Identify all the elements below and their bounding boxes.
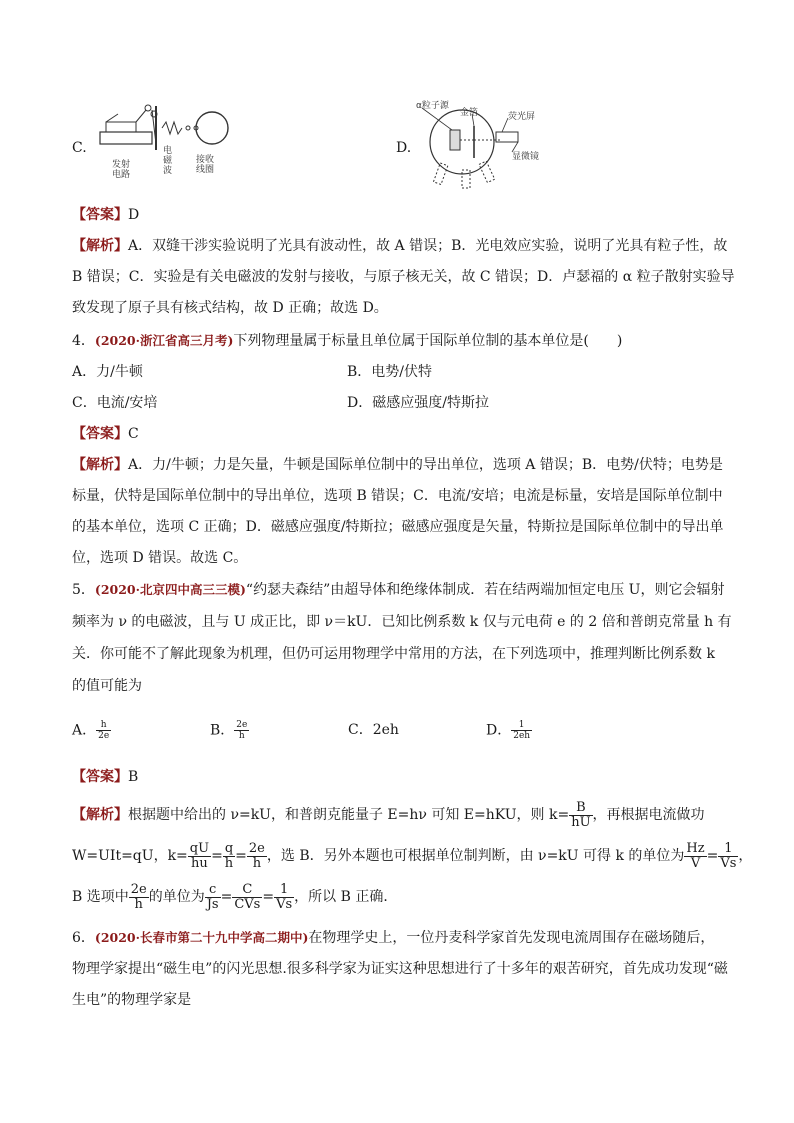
denominator: hU [571, 814, 591, 830]
equals-sign: = [235, 848, 247, 864]
q4-option-b: B．电势/伏特 [347, 364, 433, 380]
analysis-tag: 【解析】 [72, 238, 128, 254]
denominator: CVs [234, 896, 261, 912]
q3-analysis-line-3: 致发现了原子具有核式结构，故 D 正确；故选 D。 [72, 300, 388, 316]
denominator: h [238, 731, 245, 741]
answer-tag: 【答案】 [72, 769, 128, 785]
q4-stem [72, 331, 622, 351]
option-c-label: C. [72, 140, 87, 156]
question-source: (2020·长春市第二十九中学高二期中) [94, 930, 309, 945]
analysis-text: B 选项中 [72, 889, 129, 905]
denominator: Js [206, 896, 219, 912]
q4-option-c: C．电流/安培 [72, 395, 158, 411]
q4-option-a: A．力/牛顿 [72, 364, 143, 380]
question-source: (2020·浙江省高三月考) [94, 333, 234, 348]
q4-analysis-line-2: 标量，伏特是国际单位制中的导出单位，选项 B 错误；C．电流/安培；电流是标量，安培是国际单位制中 [72, 488, 723, 504]
q3-analysis-line-2: B 错误；C．实验是有关电磁波的发射与接收，与原子核无关，故 C 错误；D．卢瑟福的 α 粒子散射实验导 [72, 269, 735, 285]
fraction [129, 883, 149, 912]
fig-c-recv-line1: 接收 [196, 155, 215, 165]
q4-option-d: D．磁感应强度/特斯拉 [347, 395, 489, 411]
denominator: h [134, 896, 143, 912]
denominator: 2e [98, 731, 110, 741]
q3-answer [72, 205, 139, 225]
fraction [205, 883, 221, 912]
fraction [511, 720, 532, 741]
numerator: 1 [274, 883, 294, 898]
fig-c-wave-label [163, 146, 172, 176]
analysis-text: ，再根据电流做功 [592, 807, 705, 823]
option-letter: A． [72, 722, 97, 739]
denominator: V [690, 855, 701, 871]
numerator: h [96, 720, 111, 731]
question-source: (2020·北京四中高三三模) [94, 582, 246, 597]
equals-sign: = [706, 848, 719, 864]
denominator: hu [191, 855, 208, 871]
analysis-text: ，选 B．另外本题也可根据单位制判断，由 ν=kU 可得 k 的单位为 [266, 848, 685, 864]
denominator: 2eh [513, 731, 531, 741]
numerator: Hz [686, 840, 705, 856]
q5-stem-line-1 [72, 580, 724, 600]
q6-stem-line-1 [72, 928, 714, 948]
fraction [684, 842, 706, 871]
q5-option-c: C．2eh [348, 722, 399, 738]
fraction [247, 842, 267, 871]
numerator: C [232, 883, 262, 898]
q5-answer [72, 767, 138, 787]
q4-analysis-line-1 [72, 455, 723, 475]
analysis-text: ， [738, 848, 753, 864]
option-letter: B． [210, 722, 235, 739]
q5-stem-line-4: 的值可能为 [72, 678, 142, 694]
equals-sign: = [220, 889, 233, 905]
fig-d-source-label: α粒子源 [416, 101, 449, 111]
fraction [232, 883, 262, 912]
fig-c-emit-line1: 发射 [112, 160, 131, 170]
q6-stem-line-2: 物理学家提出“磁生电”的闪光思想.很多科学家为证实这种思想进行了十多年的艰苦研究，首先成功发现“磁 [72, 961, 728, 977]
analysis-text: W=UIt=qU，k= [72, 848, 188, 864]
analysis-text: A．力/牛顿；力是矢量，牛顿是国际单位制中的导出单位，选项 A 错误；B．电势/伏特；电势是 [128, 457, 723, 473]
fig-c-wave-line2: 磁 [163, 156, 173, 166]
fraction [718, 842, 738, 871]
analysis-tag: 【解析】 [72, 807, 128, 823]
fig-d-microscope-label: 显微镜 [512, 152, 540, 162]
fraction [274, 883, 294, 912]
q5-analysis-line-1 [72, 797, 705, 833]
analysis-text: 的单位为 [148, 889, 205, 905]
q5-option-a [72, 720, 111, 741]
q5-analysis-line-3 [72, 879, 397, 915]
fig-d-foil-label: 金箔 [460, 108, 479, 118]
question-stem: 下列物理量属于标量且单位属于国际单位制的基本单位是( ) [233, 333, 623, 349]
analysis-text: 根据题中给出的 ν=kU，和普朗克能量子 E=hν 可知 E=hKU，则 k= [128, 807, 570, 823]
fig-c-wave-line1: 电 [163, 146, 173, 156]
fraction [223, 842, 235, 871]
q4-analysis-line-4: 位，选项 D 错误。故选 C。 [72, 550, 248, 566]
equals-sign: = [211, 848, 223, 864]
option-letter: D． [486, 722, 512, 739]
q5-analysis-line-2 [72, 838, 752, 874]
fig-c-recv-line2: 线圈 [196, 165, 215, 175]
analysis-text: A．双缝干涉实验说明了光具有波动性，故 A 错误；B．光电效应实验，说明了光具有粒子性，故 [128, 238, 728, 254]
option-d-label: D. [396, 140, 412, 156]
q5-option-b [210, 720, 249, 741]
q4-analysis-line-3: 的基本单位，选项 C 正确；D．磁感应强度/特斯拉；磁感应强度是矢量，特斯拉是国际单位制中的导出单 [72, 519, 724, 535]
q5-stem-line-3: 关．你可能不了解此现象为机理，但仍可运用物理学中常用的方法，在下列选项中，推理判断比例系数 k [72, 646, 715, 662]
fig-d-screen-label: 荧光屏 [508, 112, 536, 122]
denominator: Vs [720, 855, 737, 871]
numerator: 1 [511, 720, 532, 731]
answer-value: C [128, 426, 139, 442]
q6-stem-line-3: 生电”的物理学家是 [72, 992, 192, 1008]
analysis-tag: 【解析】 [72, 457, 128, 473]
fig-c-emit-label [112, 160, 130, 180]
numerator: q [223, 842, 235, 857]
numerator: 2e [248, 840, 265, 856]
fraction [188, 842, 211, 871]
denominator: Vs [276, 896, 293, 912]
denominator: h [224, 855, 234, 871]
numerator: 2e [236, 720, 248, 730]
equals-sign: = [262, 889, 275, 905]
numerator: 1 [718, 842, 738, 857]
answer-value: D [128, 207, 140, 223]
numerator: B [569, 801, 592, 816]
answer-tag: 【答案】 [72, 426, 128, 442]
question-number: 4． [72, 333, 95, 349]
question-number: 5． [72, 582, 95, 598]
question-stem: “约瑟夫森结”由超导体和绝缘体制成．若在结两端加恒定电压 U，则它会辐射 [245, 582, 725, 598]
q5-stem-line-2: 频率为 ν 的电磁波，且与 U 成正比，即 ν＝kU．已知比例系数 k 仅与元电荷 e 的 2 倍和普朗克常量 h 有 [72, 614, 732, 630]
analysis-text: ，所以 B 正确． [294, 889, 398, 905]
answer-tag: 【答案】 [72, 207, 128, 223]
fig-c-wave-line3: 波 [163, 166, 173, 176]
q3-analysis-line-1 [72, 236, 727, 256]
fraction [234, 720, 249, 741]
fraction [96, 720, 111, 741]
fraction [569, 801, 592, 830]
question-stem: 在物理学史上，一位丹麦科学家首先发现电流周围存在磁场随后， [308, 930, 715, 946]
question-number: 6． [72, 930, 95, 946]
answer-value: B [128, 769, 139, 785]
numerator: c [205, 883, 221, 898]
denominator: h [252, 855, 262, 871]
fig-c-recv-label [196, 155, 214, 175]
numerator: 2e [130, 881, 147, 897]
q5-option-d [486, 720, 532, 741]
fig-c-emit-line2: 电路 [112, 170, 131, 180]
q4-answer [72, 424, 139, 444]
numerator: qU [189, 840, 210, 856]
